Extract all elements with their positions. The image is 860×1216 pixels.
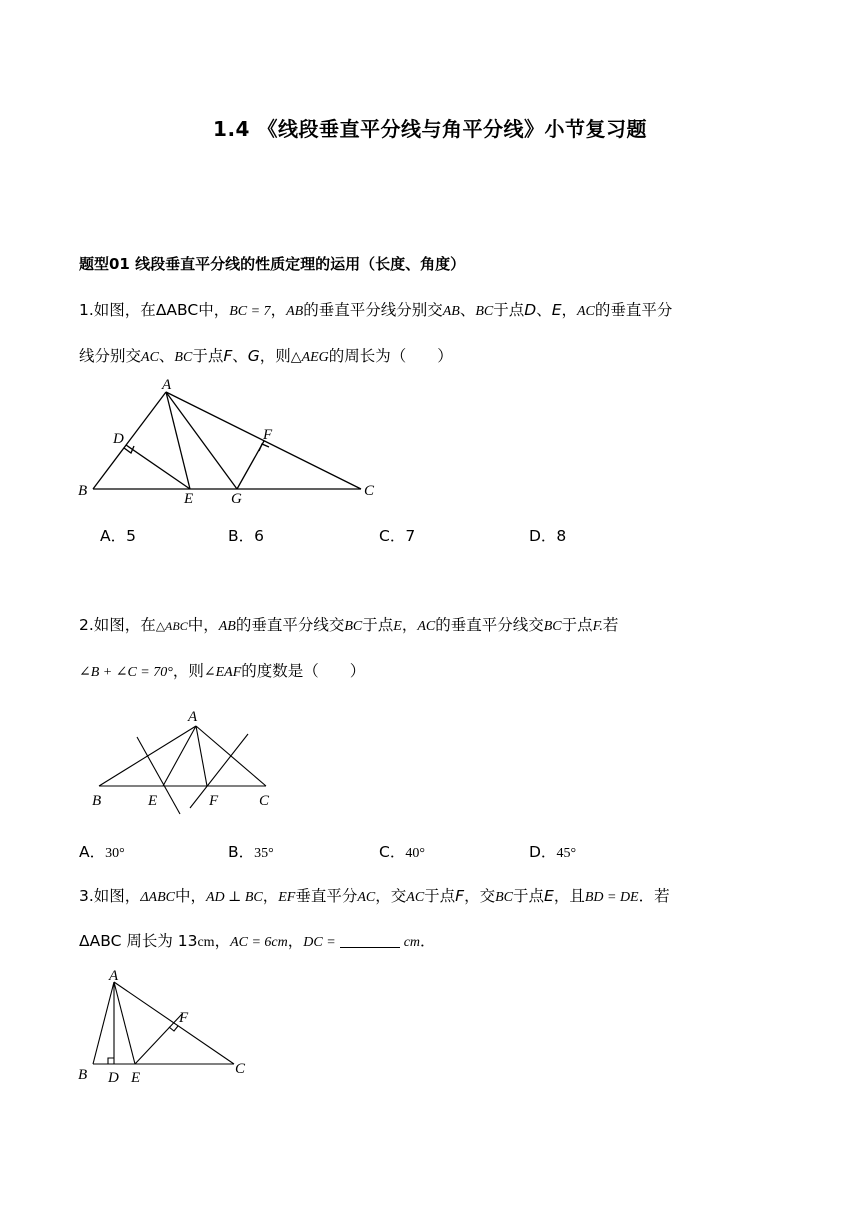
q2-text: 的垂直平分线交 <box>435 616 544 634</box>
q3-math-bd: BD = DE <box>584 890 639 905</box>
q3-math-perp: AD ⊥ BC <box>206 890 263 905</box>
q2-math-ac: AC <box>417 619 436 634</box>
q3-label-e: E <box>131 1070 141 1086</box>
section-heading: 题型01 线段垂直平分线的性质定理的运用（长度、角度） <box>79 255 466 273</box>
q1-text: 、 <box>158 347 175 365</box>
q1-text: ， <box>270 301 287 319</box>
q1-math-ac: AC <box>141 350 159 365</box>
q3-text: ， <box>287 932 304 950</box>
q2-text: 中， <box>187 616 219 634</box>
q2-text: 的垂直平分线交 <box>235 616 345 634</box>
q3-math-ac: AC <box>357 890 376 905</box>
q1-label-g: G <box>231 491 242 507</box>
q3-text: ，交 <box>375 887 407 905</box>
q1-point-d: D <box>524 301 537 319</box>
q2-label-b: B <box>92 793 102 809</box>
q3-label-c: C <box>235 1061 246 1077</box>
q1-option-a[interactable]: A．5 <box>100 527 136 545</box>
q1-text: 中， <box>198 301 230 319</box>
q1-text: 、 <box>232 347 248 365</box>
q2-option-a-value: 30° <box>105 846 125 861</box>
q1-math-ab: AB <box>286 304 304 319</box>
q3-text: 于点 <box>424 887 456 905</box>
q1-label-e: E <box>184 491 194 507</box>
q1-math-ab: AB <box>442 304 460 319</box>
q3-label-a: A <box>109 968 119 984</box>
q1-option-c[interactable]: C．7 <box>379 527 416 545</box>
q3-text: 如图， <box>93 887 141 905</box>
q1-text: ，则 <box>259 347 291 365</box>
q3-math-dc: DC = <box>303 935 336 950</box>
q3-label-f: F <box>179 1010 189 1026</box>
q1-math-bc: BC <box>174 350 193 365</box>
q1-label-b: B <box>78 483 88 499</box>
q1-label-f: F <box>263 427 273 443</box>
q2-number: 2. <box>79 616 94 634</box>
q2-text: 于点 <box>561 616 593 634</box>
q3-text: ． <box>420 932 436 950</box>
q2-option-c-value: 40° <box>405 846 425 861</box>
q2-option-d-letter: D． <box>529 843 557 861</box>
q2-text: 于点 <box>362 616 394 634</box>
q3-point-e: E <box>544 887 554 905</box>
q3-text: 于点 <box>513 887 545 905</box>
q1-text: 线分别交 <box>79 347 142 365</box>
q2-option-a-letter: A． <box>79 843 106 861</box>
q1-text: 的垂直平分线分别交 <box>303 301 443 319</box>
q1-label-c: C <box>364 483 375 499</box>
q1-math-ac: AC <box>577 304 595 319</box>
q2-text: 若 <box>602 616 619 634</box>
q1-math-aeg: △AEG <box>290 350 329 365</box>
q1-point-e: E <box>551 301 562 319</box>
q2-option-b-value: 35° <box>254 846 274 861</box>
q2-label-e: E <box>148 793 158 809</box>
q3-math-bc: BC <box>495 890 513 905</box>
q1-text: 、 <box>536 301 552 319</box>
q3-number: 3. <box>79 887 94 905</box>
q2-text: ，则 <box>172 662 204 680</box>
q3-text: ．若 <box>638 887 670 905</box>
q3-point-f: F <box>455 887 465 905</box>
q2-point-e: E <box>393 619 402 634</box>
q3-text: 垂直平分 <box>295 887 358 905</box>
q3-segment-ef <box>135 1014 182 1064</box>
q1-text: 于点 <box>192 347 224 365</box>
q2-text: 的度数是（ ） <box>241 662 366 680</box>
q3-unit-cm: cm <box>197 935 215 950</box>
q3-text: ，交 <box>464 887 496 905</box>
q1-number: 1. <box>79 301 94 319</box>
q2-point-f: F. <box>592 619 603 634</box>
q1-text: 于点 <box>493 301 525 319</box>
q3-text: ， <box>262 887 279 905</box>
q3-right-angle-d <box>108 1058 114 1064</box>
q2-label-a: A <box>188 709 198 725</box>
q2-condition: ∠B + ∠C = 70° <box>79 665 173 680</box>
q3-segment-ab <box>93 982 114 1064</box>
q3-label-b: B <box>78 1067 88 1083</box>
q2-text: ， <box>401 616 418 634</box>
q2-triangle: △ABC <box>155 619 188 633</box>
q2-label-c: C <box>259 793 270 809</box>
q1-option-b[interactable]: B．6 <box>228 527 264 545</box>
q3-text: ， <box>214 932 231 950</box>
q2-math-bc: BC <box>344 619 363 634</box>
q2-option-c-letter: C． <box>379 843 406 861</box>
q1-point-g: G <box>247 347 260 365</box>
q1-text: 的周长为（ ） <box>328 347 453 365</box>
q2-option-b-letter: B． <box>228 843 255 861</box>
q3-text: 中， <box>174 887 206 905</box>
q1-text: 如图，在 <box>93 301 156 319</box>
q3-unit-cm: cm <box>403 935 421 950</box>
q3-math-ac: AC <box>406 890 425 905</box>
q3-math-ac-value: AC = 6cm <box>230 935 288 950</box>
q3-text: ，且 <box>553 887 585 905</box>
q1-triangle: ΔABC <box>155 301 199 319</box>
q1-option-d[interactable]: D．8 <box>529 527 567 545</box>
q1-math-bc: BC <box>475 304 494 319</box>
q1-point-f: F <box>223 347 233 365</box>
q3-triangle: ΔABC <box>140 890 175 905</box>
q1-text: 、 <box>459 301 476 319</box>
q2-option-d-value: 45° <box>556 846 577 861</box>
q1-math-bc: BC = 7 <box>229 304 271 319</box>
q2-label-f: F <box>209 793 219 809</box>
q1-label-d: D <box>113 431 124 447</box>
q3-label-d: D <box>108 1070 119 1086</box>
page-title: 1.4 《线段垂直平分线与角平分线》小节复习题 <box>213 117 647 141</box>
q3-text: ΔABC 周长为 13 <box>79 932 198 950</box>
q1-text: 的垂直平分 <box>594 301 673 319</box>
q2-math-eaf: ∠EAF <box>203 665 242 680</box>
q2-math-ab: AB <box>218 619 236 634</box>
q2-math-bc: BC <box>543 619 562 634</box>
q2-text: 如图，在 <box>93 616 156 634</box>
q3-math-ef: EF <box>278 890 296 905</box>
q1-text: ， <box>561 301 577 319</box>
q1-label-a: A <box>162 377 172 393</box>
